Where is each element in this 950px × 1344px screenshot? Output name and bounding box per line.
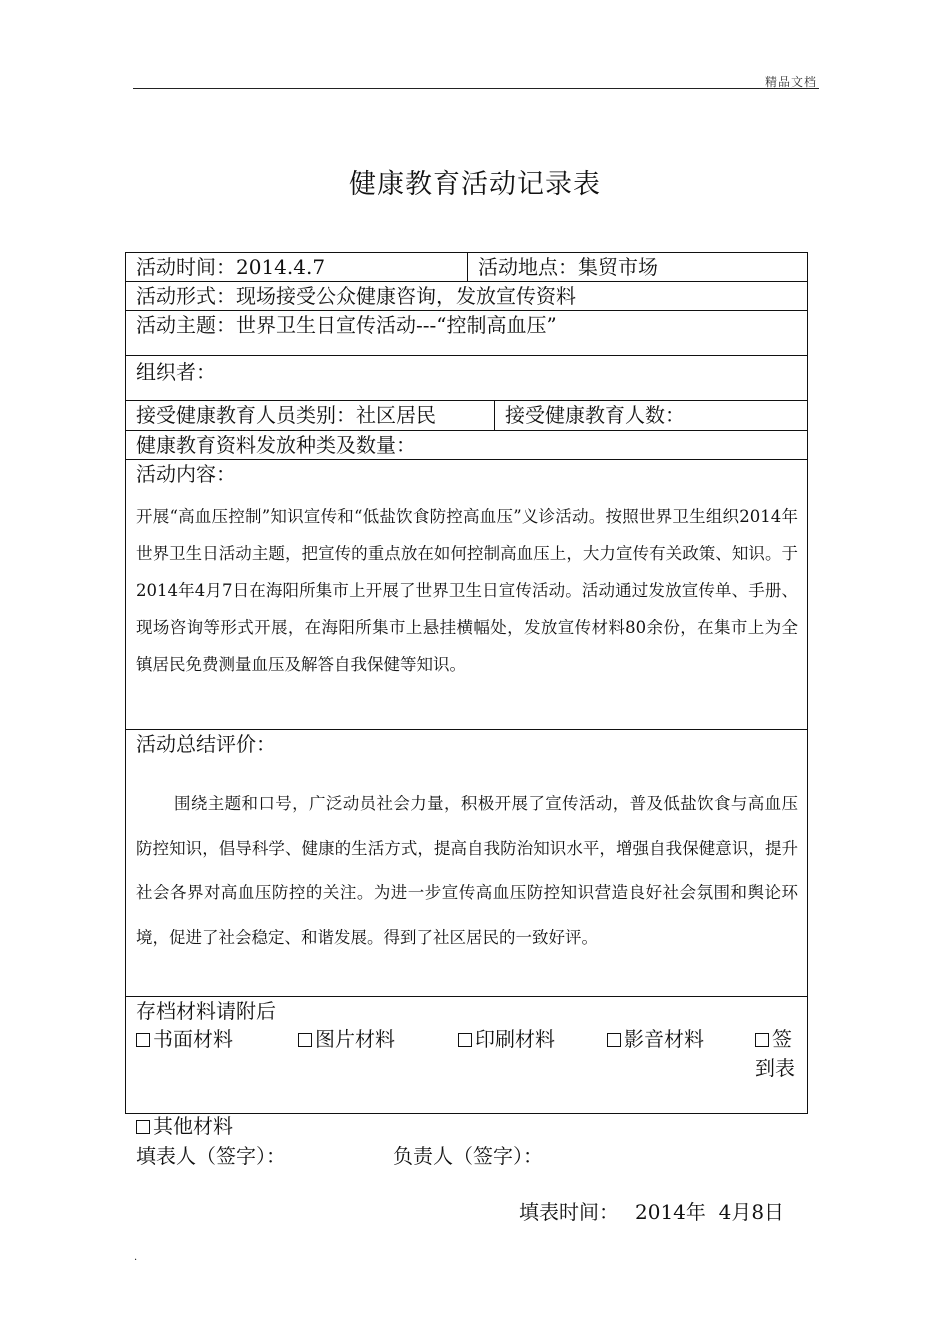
cell-place xyxy=(468,253,658,281)
archive-option-label: 图片材料 xyxy=(315,1027,395,1051)
content-text: 开展“高血压控制”知识宣传和“低盐饮食防控高血压”义诊活动。按照世界卫生组织2014年世界卫生日活动主题，把宣传的重点放在如何控制高血压上，大力宣传有关政策、知识。于 2014年4月7日在海阳所集市上开展了世界卫生日宣传活动。活动通过发放宣传单、手册、现场咨询等形式开展，在海阳所集市上悬挂横幅处，发放宣传材料80余份，在集市上为全镇居民免费测量血压及解答自我保健等知识。 xyxy=(136,507,798,674)
page-title: 健康教育活动记录表 xyxy=(349,169,601,200)
materials-label: 健康教育资料发放种类及数量： xyxy=(136,433,416,457)
checkbox-icon xyxy=(755,1033,769,1047)
theme-value: 世界卫生日宣传活动---“控制高血压” xyxy=(236,313,557,337)
row-content xyxy=(126,460,807,730)
filler-signature-label: 填表人（签字）： xyxy=(136,1144,286,1168)
format-value: 现场接受公众健康咨询，发放宣传资料 xyxy=(236,284,576,308)
row-archive xyxy=(126,997,807,1138)
record-form-table xyxy=(125,252,808,1138)
row-materials xyxy=(126,431,807,460)
archive-option-label: 印刷材料 xyxy=(475,1027,555,1051)
row-time-place xyxy=(126,253,807,282)
row-theme xyxy=(126,311,807,356)
archive-option-printed[interactable] xyxy=(458,1025,607,1083)
row-summary xyxy=(126,730,807,997)
format-label: 活动形式： xyxy=(136,284,236,308)
place-label: 活动地点： xyxy=(478,255,578,279)
header-rule xyxy=(133,88,819,89)
cell-audience-count xyxy=(495,401,685,430)
organizer-label: 组织者： xyxy=(136,360,216,384)
theme-label: 活动主题： xyxy=(136,313,236,337)
summary-text: 围绕主题和口号，广泛动员社会力量，积极开展了宣传活动，普及低盐饮食与高血压防控知识，倡导科学、健康的生活方式，提高自我防治知识水平，增强自我保健意识，提升社会各界对高血压防控的关注。为进一步宣传高血压防控知识营造良好社会氛围和舆论环境，促进了社会稳定、和谐发展。得到了社区居民的一致好评。 xyxy=(136,794,798,947)
cell-time xyxy=(126,253,468,281)
archive-options-line1 xyxy=(126,1025,807,1083)
footer-date xyxy=(519,1196,784,1225)
archive-options-line3 xyxy=(126,1112,807,1141)
content-label: 活动内容： xyxy=(136,462,236,486)
page-dot: . xyxy=(134,1252,138,1263)
audience-type-label: 接受健康教育人员类别： xyxy=(136,403,356,427)
archive-option-signin[interactable] xyxy=(755,1025,799,1083)
row-format xyxy=(126,282,807,311)
summary-label: 活动总结评价： xyxy=(136,732,276,756)
archive-option-label: 影音材料 xyxy=(624,1027,704,1051)
cell-audience-type xyxy=(126,401,495,430)
checkbox-icon xyxy=(136,1120,150,1134)
place-value: 集贸市场 xyxy=(578,255,658,279)
archive-option-label: 签到表 xyxy=(755,1027,795,1080)
archive-option-other[interactable] xyxy=(136,1112,233,1141)
row-audience xyxy=(126,401,807,431)
archive-option-label: 书面材料 xyxy=(153,1027,233,1051)
archive-option-label: 其他材料 xyxy=(153,1114,233,1138)
date-value: 2014年 4月8日 xyxy=(635,1200,785,1224)
date-label: 填表时间： xyxy=(519,1200,619,1224)
header-label: 精品文档 xyxy=(764,75,817,89)
time-label: 活动时间： xyxy=(136,255,236,279)
audience-type-value: 社区居民 xyxy=(356,403,436,427)
responsible-signature-label: 负责人（签字）： xyxy=(393,1144,543,1168)
footer-signatures xyxy=(136,1140,543,1169)
checkbox-icon xyxy=(298,1033,312,1047)
audience-count-label: 接受健康教育人数： xyxy=(505,403,685,427)
row-organizer xyxy=(126,356,807,401)
archive-option-written[interactable] xyxy=(136,1025,298,1083)
archive-option-pictures[interactable] xyxy=(298,1025,458,1083)
checkbox-icon xyxy=(607,1033,621,1047)
checkbox-icon xyxy=(458,1033,472,1047)
time-value: 2014.4.7 xyxy=(236,255,326,279)
archive-label: 存档材料请附后 xyxy=(136,999,276,1023)
archive-option-media[interactable] xyxy=(607,1025,755,1083)
checkbox-icon xyxy=(136,1033,150,1047)
